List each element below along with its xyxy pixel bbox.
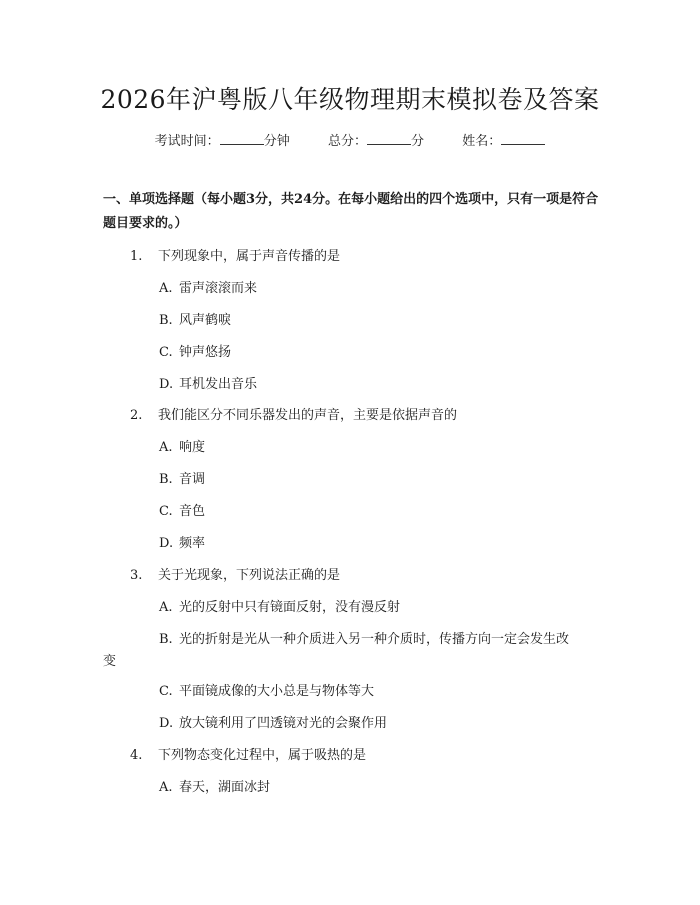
score-label: 总分： bbox=[327, 134, 367, 149]
name-label: 姓名： bbox=[462, 134, 502, 149]
option-text: 响度 bbox=[179, 440, 206, 455]
name-blank bbox=[501, 132, 545, 145]
option-4a bbox=[159, 776, 270, 795]
question-1 bbox=[130, 245, 340, 264]
option-2b bbox=[159, 468, 205, 487]
option-text: 音调 bbox=[179, 472, 206, 487]
option-letter: D. bbox=[159, 716, 174, 731]
option-1d bbox=[159, 373, 257, 392]
option-text: 平面镜成像的大小总是与物体等大 bbox=[179, 684, 375, 699]
option-3b-wrap: 变 bbox=[103, 654, 117, 669]
option-letter: D. bbox=[159, 377, 174, 392]
question-number: 2. bbox=[130, 408, 143, 423]
option-text: 风声鹤唳 bbox=[179, 313, 232, 328]
option-letter: A. bbox=[159, 281, 173, 296]
option-text: 春天，湖面冰封 bbox=[179, 780, 271, 795]
option-text: 音色 bbox=[179, 504, 206, 519]
option-letter: C. bbox=[159, 504, 173, 519]
option-2a bbox=[159, 436, 205, 455]
option-text: 频率 bbox=[179, 536, 206, 551]
score-blank bbox=[367, 132, 411, 145]
option-text: 耳机发出音乐 bbox=[179, 377, 258, 392]
option-3c bbox=[159, 680, 374, 699]
score-unit: 分 bbox=[411, 134, 425, 149]
option-letter: A. bbox=[159, 440, 173, 455]
question-number: 4. bbox=[130, 748, 143, 763]
question-3 bbox=[130, 564, 340, 583]
option-3b bbox=[159, 628, 569, 647]
question-number: 1. bbox=[130, 249, 143, 264]
option-1a bbox=[159, 277, 257, 296]
question-number: 3. bbox=[130, 568, 143, 583]
time-blank bbox=[220, 132, 264, 145]
question-text: 关于光现象，下列说法正确的是 bbox=[158, 568, 341, 583]
time-unit: 分钟 bbox=[263, 134, 290, 149]
option-letter: B. bbox=[159, 472, 173, 487]
question-4 bbox=[130, 744, 366, 763]
question-text: 下列物态变化过程中，属于吸热的是 bbox=[158, 748, 367, 763]
option-letter: D. bbox=[159, 536, 174, 551]
option-3a bbox=[159, 596, 400, 615]
option-text: 光的反射中只有镜面反射，没有漫反射 bbox=[179, 600, 401, 615]
option-letter: B. bbox=[159, 632, 173, 647]
option-text: 放大镜利用了凹透镜对光的会聚作用 bbox=[179, 716, 388, 731]
page-title: 2026年沪粤版八年级物理期末模拟卷及答案 bbox=[100, 85, 600, 114]
question-2 bbox=[130, 404, 457, 423]
option-letter: C. bbox=[159, 684, 173, 699]
option-letter: B. bbox=[159, 313, 173, 328]
option-1c bbox=[159, 341, 231, 360]
question-text: 下列现象中，属于声音传播的是 bbox=[158, 249, 341, 264]
question-text: 我们能区分不同乐器发出的声音，主要是依据声音的 bbox=[158, 408, 458, 423]
option-letter: A. bbox=[159, 780, 173, 795]
option-1b bbox=[159, 309, 231, 328]
option-letter: C. bbox=[159, 345, 173, 360]
exam-meta bbox=[0, 130, 700, 149]
section-heading: 一、单项选择题（每小题3分，共24分。在每小题给出的四个选项中，只有一项是符合题目要求的。） bbox=[103, 192, 599, 231]
option-text: 光的折射是光从一种介质进入另一种介质时，传播方向一定会发生改 bbox=[179, 632, 570, 647]
option-3d bbox=[159, 712, 387, 731]
time-label: 考试时间： bbox=[154, 134, 220, 149]
option-2d bbox=[159, 532, 205, 551]
option-2c bbox=[159, 500, 205, 519]
option-text: 钟声悠扬 bbox=[179, 345, 232, 360]
option-letter: A. bbox=[159, 600, 173, 615]
option-text: 雷声滚滚而来 bbox=[179, 281, 258, 296]
